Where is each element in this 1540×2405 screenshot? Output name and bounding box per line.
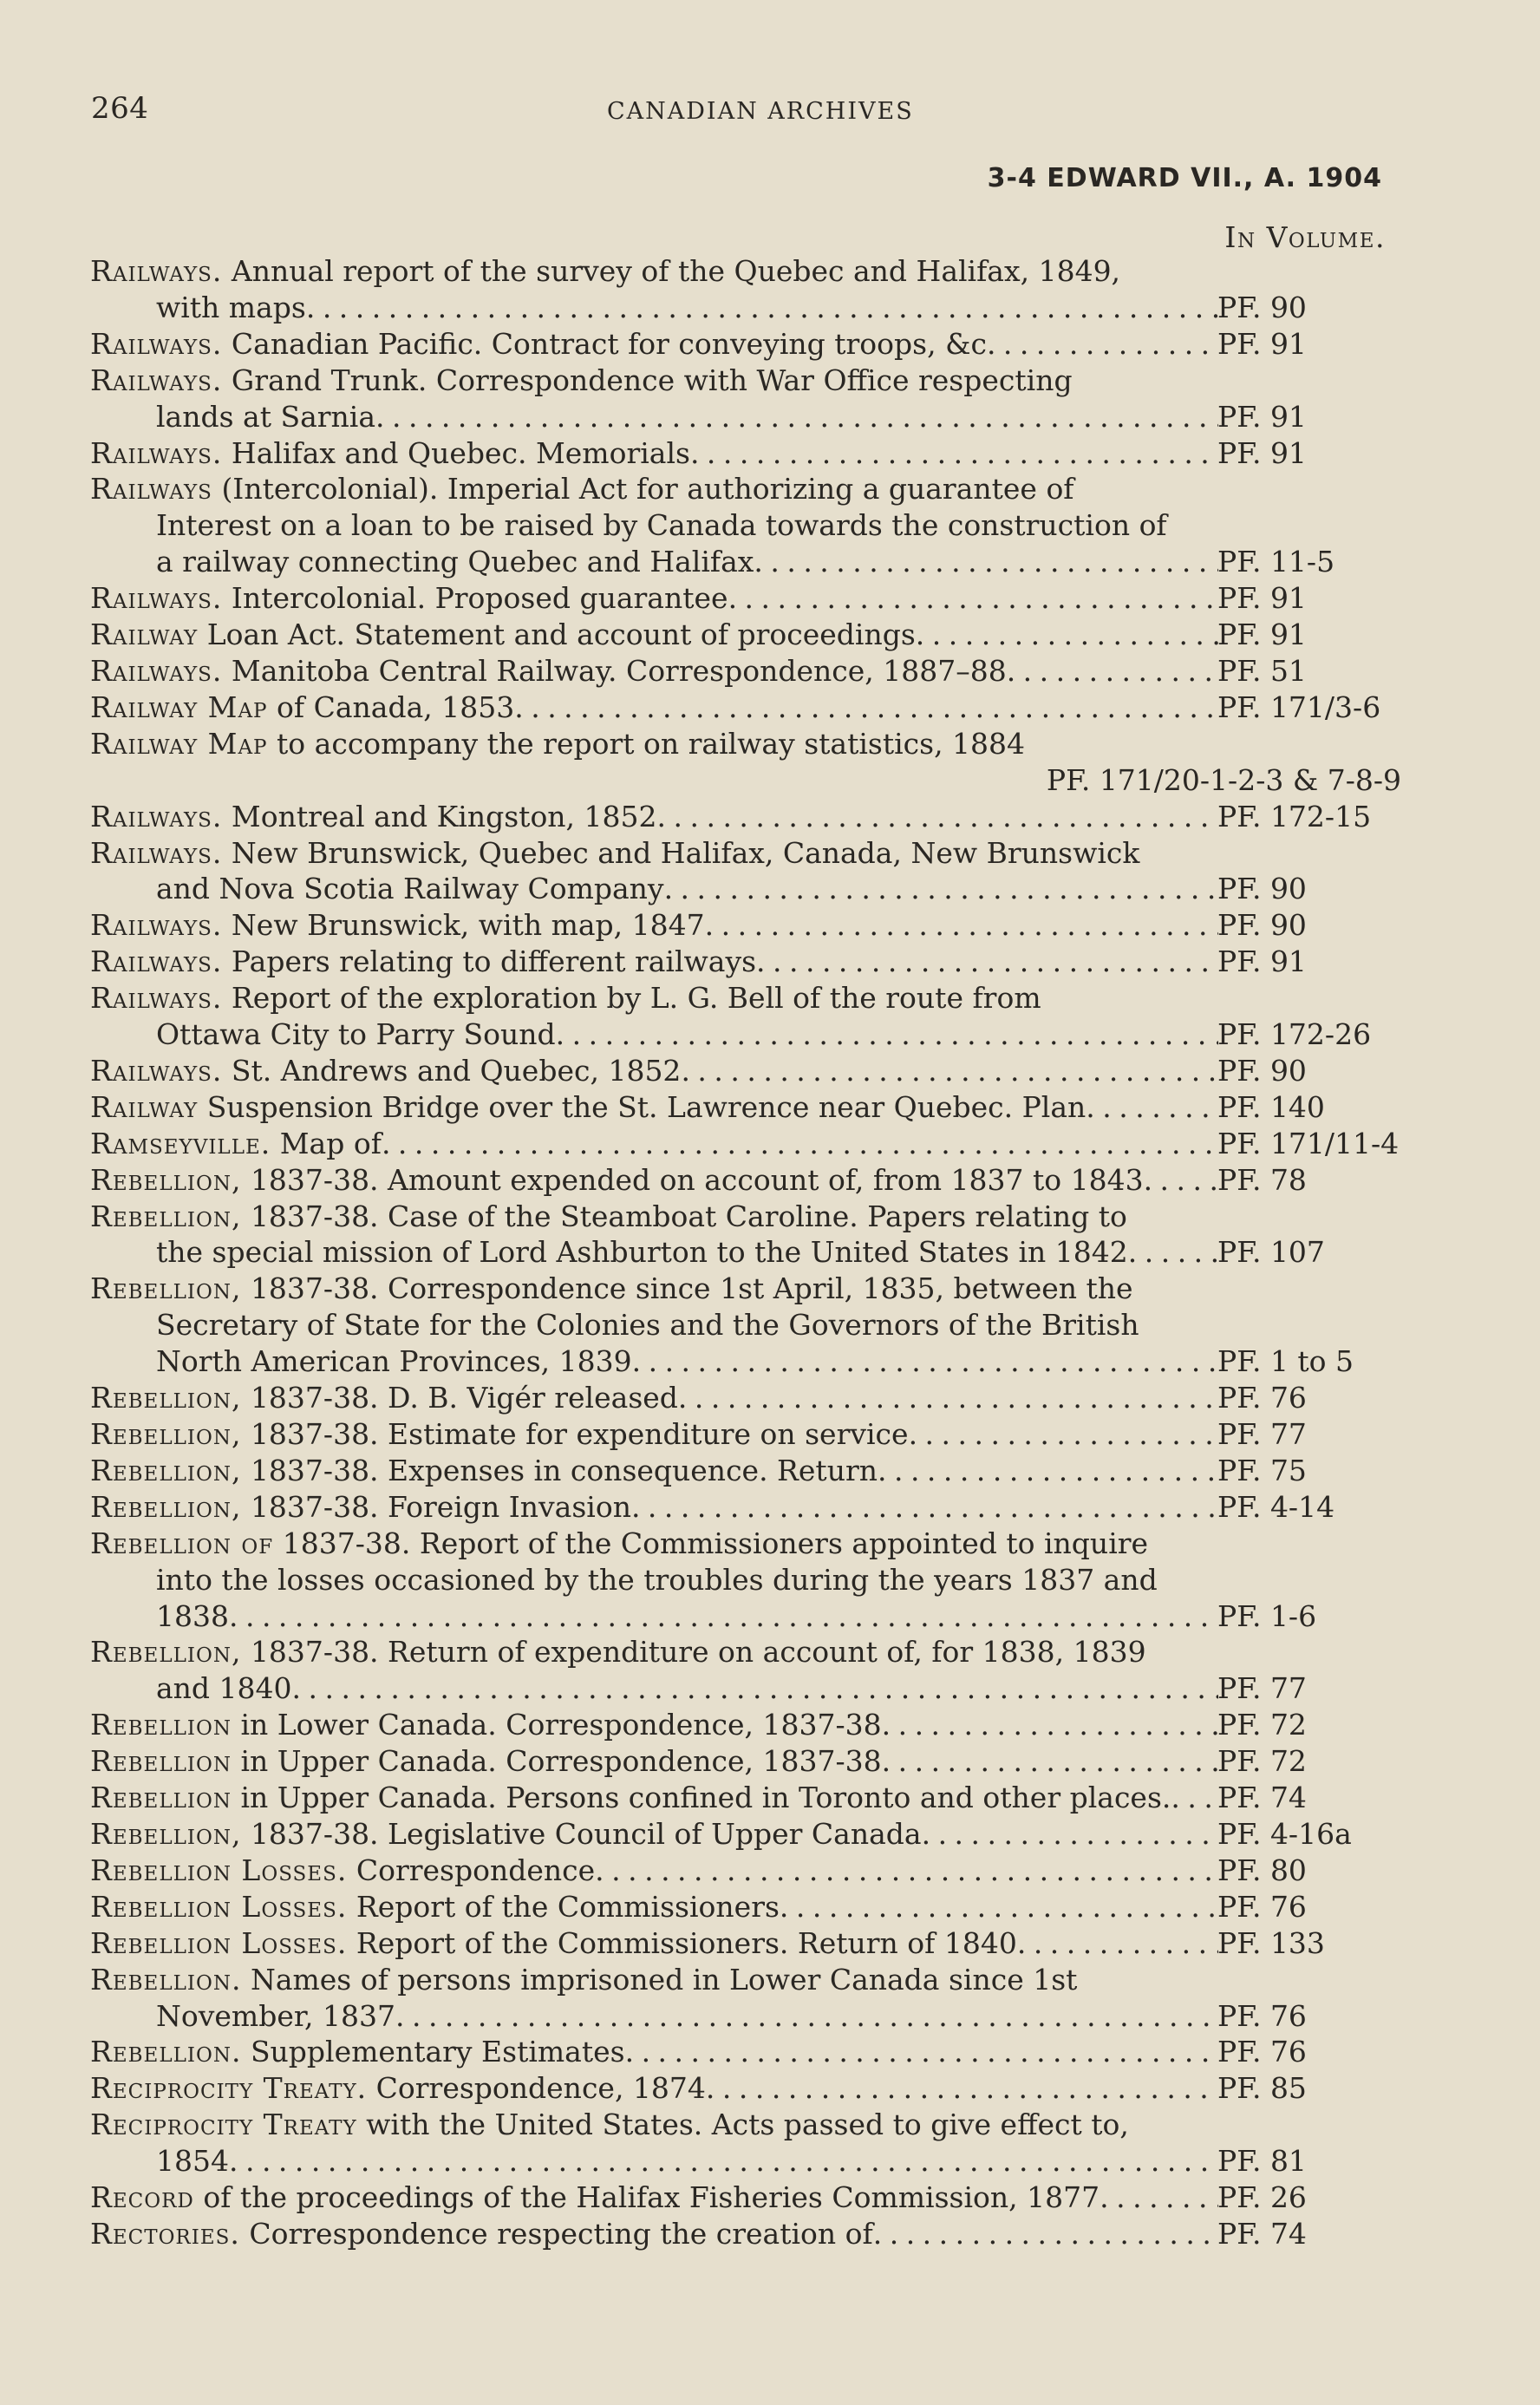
volume-reference: PF. 1-6 xyxy=(1217,1598,1317,1633)
entry-keyword: Rebellion, xyxy=(90,1381,242,1415)
entry-text: and Nova Scotia Railway Company xyxy=(156,872,664,906)
entry-line xyxy=(90,907,1408,944)
entry-line xyxy=(90,1162,1408,1199)
entry-line xyxy=(90,399,1408,435)
entry-keyword: Reciprocity Treaty. xyxy=(90,2071,368,2106)
entry-text: 1837-38. Estimate for expenditure on service xyxy=(250,1417,909,1451)
entry-text: Correspondence, 1874 xyxy=(375,2071,706,2106)
entry-line xyxy=(90,1453,1408,1489)
volume-reference: PF. 74 xyxy=(1217,2216,1307,2251)
entry-line xyxy=(90,471,1408,507)
index-entry xyxy=(90,2107,1408,2180)
dot-leader xyxy=(514,689,1218,726)
entry-keyword: Rebellion, xyxy=(90,1489,242,1524)
volume-reference: PF. 81 xyxy=(1217,2144,1307,2179)
entry-line xyxy=(90,253,1408,290)
dot-leader xyxy=(922,1816,1218,1853)
entry-text: (Intercolonial). Imperial Act for authorizing a guarantee of xyxy=(221,472,1074,506)
volume-reference: PF. 77 xyxy=(1217,1417,1307,1451)
entry-text: to accompany the report on railway statistics, 1884 xyxy=(277,726,1026,761)
entry-text: Papers relating to different railways xyxy=(231,944,757,979)
entry-keyword: Railways. xyxy=(90,326,223,361)
index-entry xyxy=(90,1053,1408,1089)
entry-line xyxy=(90,2143,1408,2180)
volume-reference: PF. 75 xyxy=(1217,1453,1307,1487)
entry-text: Manitoba Central Railway. Correspondence, 1887–88 xyxy=(231,653,1007,688)
entry-keyword: Rebellion, xyxy=(90,1271,242,1306)
entry-keyword: Rebellion, xyxy=(90,1199,242,1233)
entry-line xyxy=(90,1743,1408,1780)
entry-text: 1837-38. Expenses in consequence. Return xyxy=(250,1453,878,1487)
dot-leader xyxy=(873,2216,1218,2252)
dot-leader xyxy=(728,580,1218,617)
page-number: 264 xyxy=(91,91,149,126)
index-entry xyxy=(90,944,1408,980)
entry-text: Correspondence xyxy=(356,1853,596,1887)
entry-keyword: Rebellion, xyxy=(90,1162,242,1197)
entry-text: Annual report of the survey of the Quebec and Halifax, 1849, xyxy=(231,254,1121,288)
entry-keyword: Railways. xyxy=(90,363,223,397)
dot-leader xyxy=(878,1453,1218,1489)
entry-line xyxy=(90,1962,1408,1998)
entry-text: the special mission of Lord Ashburton to the United States in 1842 xyxy=(156,1235,1128,1270)
index-entry xyxy=(90,617,1408,653)
index-entry xyxy=(90,2180,1408,2216)
entry-text: with maps xyxy=(156,290,306,324)
entry-line xyxy=(90,2107,1408,2143)
entry-text: North American Provinces, 1839 xyxy=(156,1344,632,1379)
entry-line xyxy=(90,944,1408,980)
entry-text: 1837-38. Return of expenditure on account of, for 1838, 1839 xyxy=(250,1635,1146,1670)
dot-leader xyxy=(1086,1089,1218,1126)
entry-keyword: Railway xyxy=(90,1089,199,1124)
index-entry xyxy=(90,1707,1408,1743)
dot-leader xyxy=(705,907,1218,944)
entry-line xyxy=(90,1053,1408,1089)
index-entry xyxy=(90,1925,1408,1962)
entry-line xyxy=(90,1707,1408,1743)
entry-keyword: Rebellion, xyxy=(90,1635,242,1670)
entry-keyword: Rebellion of xyxy=(90,1526,274,1560)
entry-line xyxy=(90,689,1408,726)
entry-text: Grand Trunk. Correspondence with War Office respecting xyxy=(231,363,1073,397)
entry-line xyxy=(90,544,1408,580)
running-title: CANADIAN ARCHIVES xyxy=(607,98,914,125)
entry-keyword: Ramseyville. xyxy=(90,1126,271,1160)
dot-leader xyxy=(556,1016,1218,1053)
index-entry xyxy=(90,1634,1408,1707)
entry-keyword: Rectories. xyxy=(90,2216,240,2251)
entry-line xyxy=(90,2034,1408,2070)
entry-text: Report of the Commissioners. Return of 1840 xyxy=(356,1925,1017,1960)
entry-keyword: Rebellion. xyxy=(90,2035,242,2069)
entry-text: Halifax and Quebec. Memorials xyxy=(231,435,690,470)
entry-keyword: Railways. xyxy=(90,254,223,288)
dot-leader xyxy=(375,399,1218,435)
volume-reference: PF. 91 xyxy=(1217,326,1307,361)
entry-line xyxy=(90,507,1408,544)
entry-keyword: Rebellion xyxy=(90,1781,232,1815)
entry-keyword: Reciprocity Treaty xyxy=(90,2108,357,2142)
index-entry xyxy=(90,1962,1408,2035)
entry-text: Interest on a loan to be raised by Canada towards the construction of xyxy=(156,508,1167,543)
dot-leader xyxy=(1017,1925,1218,1962)
volume-reference: PF. 76 xyxy=(1217,1889,1307,1924)
entry-line xyxy=(90,1598,1408,1635)
entry-line xyxy=(90,1343,1408,1380)
entry-line xyxy=(90,1089,1408,1126)
entry-text: 1837-38. D. B. Vigér released xyxy=(250,1381,678,1415)
dot-leader xyxy=(1128,1234,1218,1271)
entry-text: of the proceedings of the Halifax Fisheries Commission, 1877 xyxy=(203,2180,1100,2215)
entry-line xyxy=(90,2216,1408,2252)
volume-reference: PF. 171/3-6 xyxy=(1217,689,1381,724)
volume-reference: PF. 90 xyxy=(1217,872,1307,906)
volume-reference: PF. 171/20-1-2-3 & 7-8-9 xyxy=(1046,762,1401,797)
volume-reference: PF. 78 xyxy=(1217,1162,1307,1197)
entry-text: 1837-38. Amount expended on account of, from 1837 to 1843 xyxy=(250,1162,1144,1197)
index-entry xyxy=(90,471,1408,580)
dot-leader xyxy=(909,1416,1218,1453)
volume-reference: PF. 91 xyxy=(1217,618,1307,652)
entry-line xyxy=(90,1416,1408,1453)
volume-reference: PF. 91 xyxy=(1217,399,1307,434)
entry-text: with the United States. Acts passed to give effect to, xyxy=(366,2108,1129,2142)
index-entry xyxy=(90,799,1408,835)
index-entry xyxy=(90,1416,1408,1453)
index-entry xyxy=(90,326,1408,363)
entry-text: of Canada, 1853 xyxy=(277,689,515,724)
entry-keyword: Record xyxy=(90,2180,194,2215)
entry-text: 1837-38. Correspondence since 1st April, 1835, between the xyxy=(250,1271,1133,1306)
entry-line xyxy=(90,1199,1408,1235)
entry-line xyxy=(90,653,1408,689)
index-entry xyxy=(90,253,1408,326)
entry-text: Correspondence respecting the creation of xyxy=(249,2216,873,2251)
volume-reference: PF. 90 xyxy=(1217,908,1307,943)
volume-reference: PF. 26 xyxy=(1217,2180,1307,2215)
entry-text: Secretary of State for the Colonies and the Governors of the British xyxy=(156,1308,1139,1343)
dot-leader xyxy=(229,2143,1218,2180)
index-entry xyxy=(90,1816,1408,1853)
dot-leader xyxy=(1007,653,1218,689)
index-entry xyxy=(90,1526,1408,1635)
volume-reference: PF. 76 xyxy=(1217,2035,1307,2069)
entry-text: November, 1837 xyxy=(156,1998,395,2033)
dot-leader xyxy=(382,1126,1218,1162)
dot-leader xyxy=(882,1707,1218,1743)
entry-line xyxy=(90,2070,1408,2107)
entry-keyword: Railways. xyxy=(90,581,223,616)
entry-line xyxy=(90,1853,1408,1889)
dot-leader xyxy=(882,1743,1218,1780)
entry-text: 1837-38. Legislative Council of Upper Canada xyxy=(250,1816,922,1851)
entry-keyword: Railways. xyxy=(90,653,223,688)
volume-reference: PF. 171/11-4 xyxy=(1217,1126,1400,1160)
volume-reference: PF. 133 xyxy=(1217,1925,1325,1960)
entry-line xyxy=(90,1234,1408,1271)
volume-reference: PF. 74 xyxy=(1217,1781,1307,1815)
volume-reference: PF. 90 xyxy=(1217,1053,1307,1088)
entry-keyword: Rebellion xyxy=(90,1708,232,1742)
index-entry xyxy=(90,2034,1408,2070)
dot-leader xyxy=(306,290,1218,326)
entry-keyword: Rebellion Losses. xyxy=(90,1925,348,1960)
entry-line xyxy=(90,1816,1408,1853)
index-entry xyxy=(90,1271,1408,1380)
volume-reference: PF. 11-5 xyxy=(1217,545,1335,579)
entry-text: Map of xyxy=(279,1126,382,1160)
volume-reference: PF. 91 xyxy=(1217,435,1307,470)
entry-keyword: Rebellion, xyxy=(90,1453,242,1487)
dot-leader xyxy=(625,2034,1218,2070)
entry-keyword: Rebellion, xyxy=(90,1417,242,1451)
index-entry xyxy=(90,1743,1408,1780)
entry-line xyxy=(90,1889,1408,1925)
entry-keyword: Rebellion xyxy=(90,1744,232,1779)
entry-text: Suspension Bridge over the St. Lawrence near Quebec. Plan xyxy=(206,1089,1086,1124)
entry-text: in Upper Canada. Persons confined in Toronto and other places. xyxy=(240,1781,1171,1815)
dot-leader xyxy=(987,326,1218,363)
index-entry xyxy=(90,580,1408,617)
index-entry xyxy=(90,1199,1408,1271)
entry-keyword: Railways. xyxy=(90,1053,223,1088)
volume-reference: PF. 4-16a xyxy=(1217,1816,1352,1851)
entry-line xyxy=(90,363,1408,399)
entry-text: Names of persons imprisoned in Lower Canada since 1st xyxy=(250,1962,1078,1997)
index-entry xyxy=(90,980,1408,1053)
entry-line xyxy=(90,1670,1408,1707)
index-entry xyxy=(90,907,1408,944)
session-heading: 3-4 EDWARD VII., A. 1904 xyxy=(987,163,1382,193)
entry-line xyxy=(90,835,1408,872)
volume-reference: PF. 77 xyxy=(1217,1671,1307,1706)
volume-reference: PF. 80 xyxy=(1217,1853,1307,1887)
dot-leader xyxy=(631,1489,1218,1526)
entry-line xyxy=(90,1780,1408,1816)
entry-line xyxy=(90,799,1408,835)
entry-line xyxy=(90,617,1408,653)
entry-text: Loan Act. Statement and account of proceedings xyxy=(206,618,916,652)
entry-line xyxy=(90,1998,1408,2035)
column-heading: In Volume. xyxy=(1224,220,1386,254)
entry-text: Ottawa City to Parry Sound xyxy=(156,1017,556,1052)
index-entry xyxy=(90,1380,1408,1416)
index-entry xyxy=(90,1089,1408,1126)
index-entry xyxy=(90,1162,1408,1199)
dot-leader xyxy=(678,1380,1218,1416)
dot-leader xyxy=(690,435,1218,472)
volume-reference: PF. 90 xyxy=(1217,290,1307,324)
entry-text: and 1840 xyxy=(156,1671,292,1706)
entry-line xyxy=(90,1489,1408,1526)
dot-leader xyxy=(229,1598,1218,1635)
entry-text: 1838 xyxy=(156,1598,229,1633)
entry-text: St. Andrews and Quebec, 1852 xyxy=(231,1053,682,1088)
index-entry xyxy=(90,1780,1408,1816)
entry-line xyxy=(90,980,1408,1016)
dot-leader xyxy=(595,1853,1218,1889)
dot-leader xyxy=(1171,1780,1218,1816)
entry-line xyxy=(90,1634,1408,1670)
entry-keyword: Railways. xyxy=(90,835,223,870)
volume-reference: PF. 140 xyxy=(1217,1089,1325,1124)
entry-line xyxy=(90,290,1408,326)
volume-reference: PF. 76 xyxy=(1217,1998,1307,2033)
entry-keyword: Rebellion Losses. xyxy=(90,1853,348,1887)
entry-text: into the losses occasioned by the troubles during the years 1837 and xyxy=(156,1562,1158,1597)
index-entry xyxy=(90,2070,1408,2107)
index-entry xyxy=(90,1126,1408,1162)
volume-reference: PF. 51 xyxy=(1217,653,1307,688)
index-entry xyxy=(90,363,1408,435)
volume-reference: PF. 172-26 xyxy=(1217,1017,1372,1052)
dot-leader xyxy=(632,1343,1218,1380)
dot-leader xyxy=(395,1998,1218,2035)
entry-text: New Brunswick, Quebec and Halifax, Canada, New Brunswick xyxy=(231,835,1140,870)
dot-leader xyxy=(657,799,1218,835)
index-entry xyxy=(90,1489,1408,1526)
dot-leader xyxy=(754,544,1218,580)
volume-reference: PF. 107 xyxy=(1217,1235,1325,1270)
entry-text: in Lower Canada. Correspondence, 1837-38 xyxy=(240,1708,882,1742)
volume-reference: PF. 72 xyxy=(1217,1744,1307,1779)
entry-text: 1837-38. Case of the Steamboat Caroline. Papers relating to xyxy=(250,1199,1127,1233)
entry-line xyxy=(90,580,1408,617)
entry-line xyxy=(90,1380,1408,1416)
entry-text: in Upper Canada. Correspondence, 1837-38 xyxy=(240,1744,882,1779)
dot-leader xyxy=(780,1889,1218,1925)
index-entry xyxy=(90,1853,1408,1889)
entry-line xyxy=(90,1562,1408,1598)
entry-keyword: Railways. xyxy=(90,799,223,833)
entry-line xyxy=(90,1526,1408,1562)
entry-keyword: Rebellion Losses. xyxy=(90,1889,348,1924)
index-entry xyxy=(90,435,1408,472)
index-entry xyxy=(90,653,1408,689)
index-entries xyxy=(90,253,1408,2252)
entry-text: Supplementary Estimates xyxy=(250,2035,625,2069)
dot-leader xyxy=(916,617,1218,653)
entry-text: a railway connecting Quebec and Halifax xyxy=(156,545,754,579)
dot-leader xyxy=(1100,2180,1218,2216)
entry-text: 1854 xyxy=(156,2144,229,2179)
entry-text: New Brunswick, with map, 1847 xyxy=(231,908,705,943)
entry-line xyxy=(90,2180,1408,2216)
volume-reference: PF. 76 xyxy=(1217,1381,1307,1415)
entry-line xyxy=(90,1925,1408,1962)
dot-leader xyxy=(706,2070,1218,2107)
volume-reference: PF. 4-14 xyxy=(1217,1489,1335,1524)
index-entry xyxy=(90,1889,1408,1925)
volume-reference: PF. 172-15 xyxy=(1217,799,1372,833)
entry-line xyxy=(90,1307,1408,1343)
volume-reference: PF. 72 xyxy=(1217,1708,1307,1742)
entry-text: Report of the exploration by L. G. Bell of the route from xyxy=(231,981,1041,1016)
index-entry xyxy=(90,2216,1408,2252)
index-entry xyxy=(90,835,1408,908)
entry-line xyxy=(90,1126,1408,1162)
entry-line xyxy=(90,726,1408,762)
entry-keyword: Railways. xyxy=(90,981,223,1016)
entry-line xyxy=(90,871,1408,907)
index-entry xyxy=(90,1453,1408,1489)
entry-text: lands at Sarnia xyxy=(156,399,375,434)
entry-keyword: Railways. xyxy=(90,908,223,943)
volume-reference: PF. 91 xyxy=(1217,581,1307,616)
volume-reference: PF. 85 xyxy=(1217,2071,1307,2106)
dot-leader xyxy=(292,1670,1218,1707)
entry-keyword: Rebellion, xyxy=(90,1816,242,1851)
entry-text: Canadian Pacific. Contract for conveying troops, &c xyxy=(231,326,987,361)
volume-reference: PF. 1 to 5 xyxy=(1217,1344,1354,1379)
entry-line xyxy=(90,326,1408,363)
entry-text: Intercolonial. Proposed guarantee xyxy=(231,581,728,616)
entry-line xyxy=(90,1016,1408,1053)
dot-leader xyxy=(681,1053,1218,1089)
volume-reference: PF. 91 xyxy=(1217,944,1307,979)
entry-line xyxy=(90,1271,1408,1307)
entry-keyword: Rebellion. xyxy=(90,1962,242,1997)
entry-keyword: Railway xyxy=(90,618,199,652)
entry-keyword: Railways. xyxy=(90,944,223,979)
entry-text: 1837-38. Foreign Invasion xyxy=(250,1489,631,1524)
entry-line xyxy=(90,435,1408,472)
dot-leader xyxy=(756,944,1218,980)
entry-text: 1837-38. Report of the Commissioners appointed to inquire xyxy=(282,1526,1149,1560)
index-entry xyxy=(90,726,1408,799)
index-entry xyxy=(90,689,1408,726)
entry-text: Report of the Commissioners xyxy=(356,1889,780,1924)
entry-keyword: Railways. xyxy=(90,435,223,470)
entry-keyword: Railway Map xyxy=(90,689,268,724)
entry-keyword: Railway Map xyxy=(90,726,268,761)
dot-leader xyxy=(1144,1162,1218,1199)
entry-keyword: Railways xyxy=(90,472,212,506)
entry-text: Montreal and Kingston, 1852 xyxy=(231,799,657,833)
dot-leader xyxy=(664,871,1218,907)
